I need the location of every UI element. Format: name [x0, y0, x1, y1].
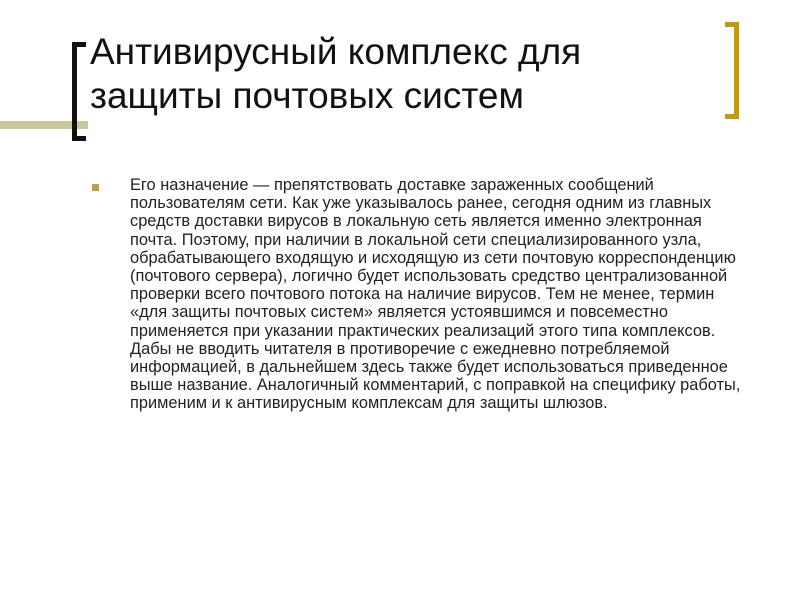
bullet-icon [92, 184, 99, 191]
left-bracket-decoration [72, 42, 86, 141]
right-bracket-decoration [725, 22, 739, 119]
bullet-text: Его назначение — препятствовать доставке зараженных сообщений пользователям сети. Как уже указывалось ранее, сегодня одним из главных средств доставки вирусов в локальную сеть является именно электронная почта. Поэтому, при наличии в локальной сети специализированного узла, обрабатывающего входящую и исходящую из сети почтовую корреспонденцию (почтового сервера), логично будет использовать средство централизованной проверки всего почтового потока на наличие вирусов. Тем не менее, термин «для защиты почтовых систем» является устоявшимся и повсеместно применяется при указании практических реализаций этого типа комплексов. Дабы не вводить читателя в противоречие с ежедневно потребляемой информацией, в дальнейшем здесь также будет использоваться приведенное выше название. Аналогичный комментарий, с поправкой на специфику работы, применим и к антивирусным комплексам для защиты шлюзов. [130, 176, 741, 413]
slide-title: Антивирусный комплекс для защиты почтовых систем [90, 31, 582, 116]
